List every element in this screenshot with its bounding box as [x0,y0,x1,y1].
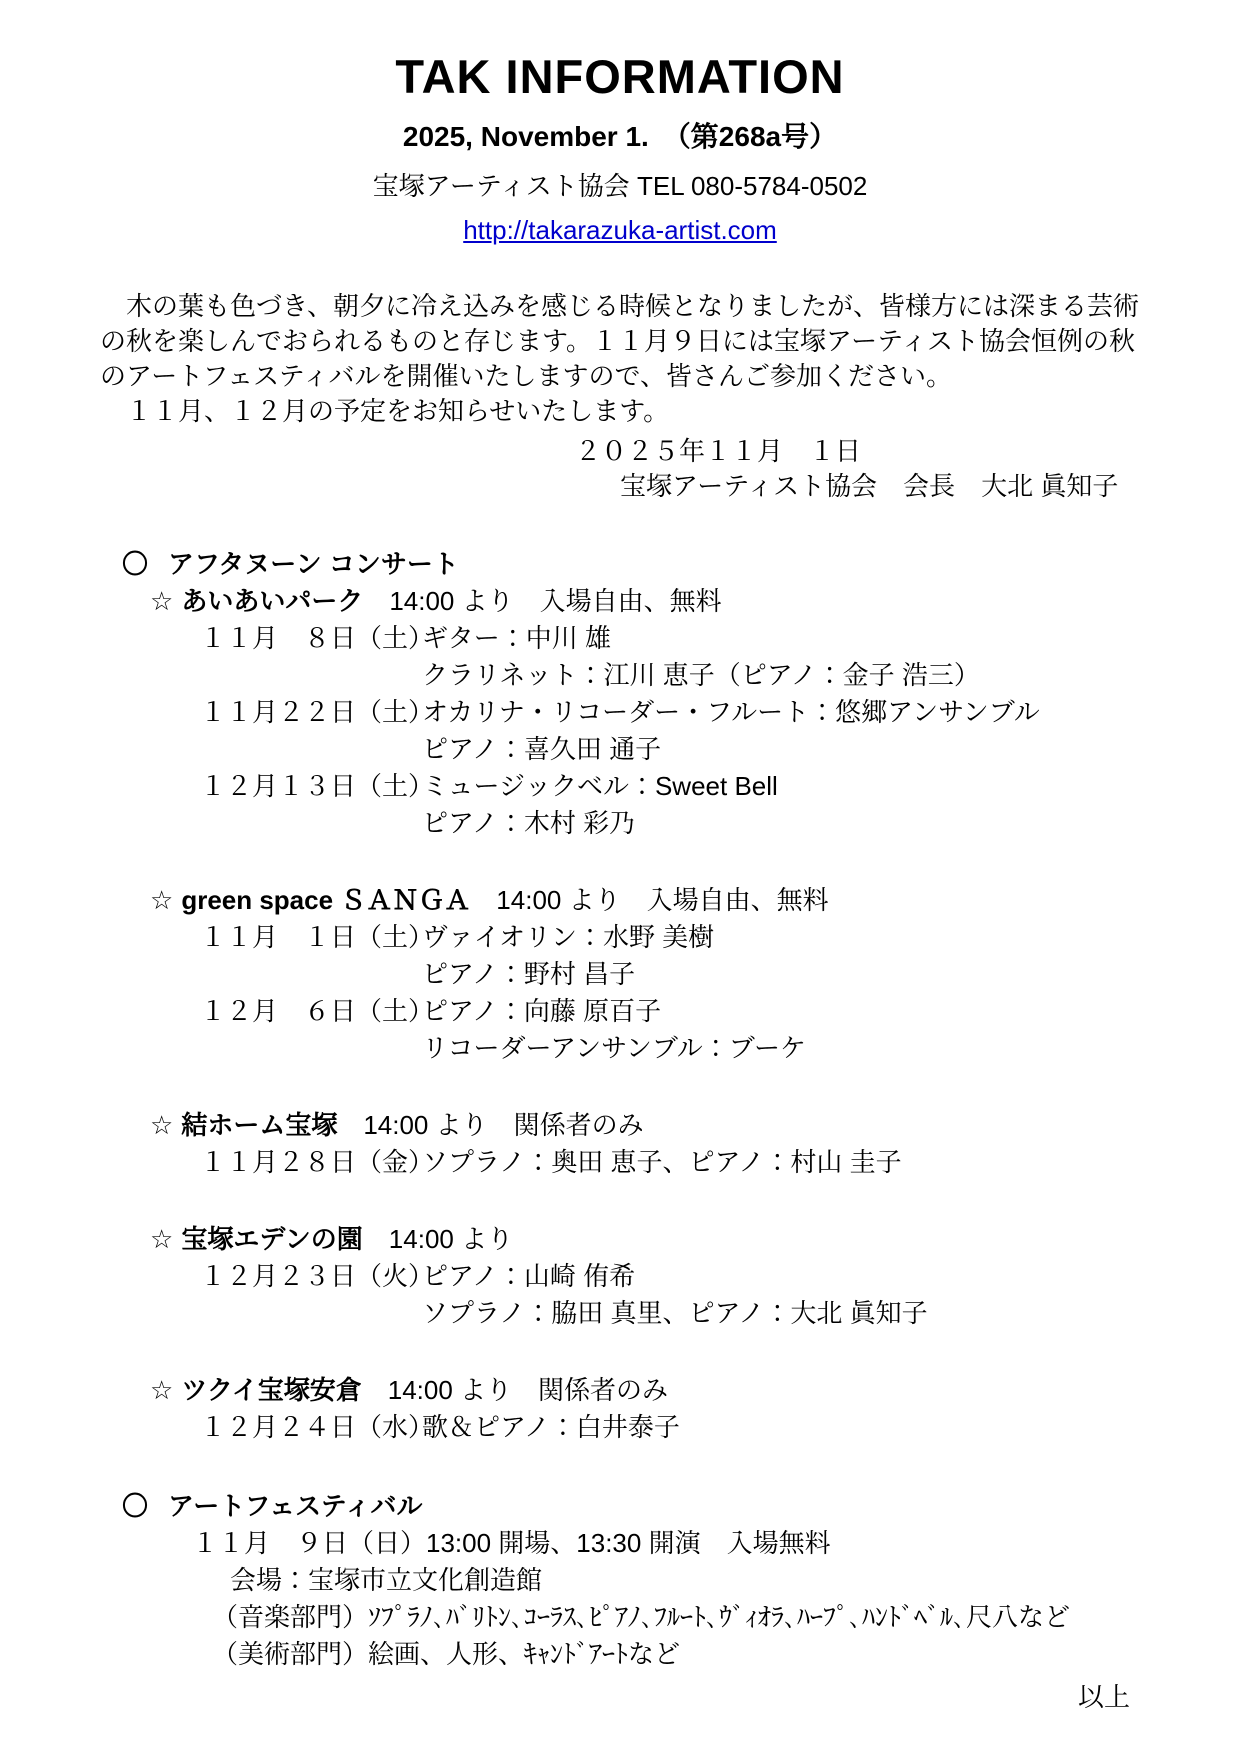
venue-info: 14:00 より 関係者のみ [387,1375,669,1406]
schedule-performers: 歌＆ピアノ：白井泰子 [422,1412,680,1443]
schedule-performers: ヴァイオリン：水野 美樹 [422,922,715,953]
schedule-row [200,1030,1140,1067]
venue-block-aiai-park [100,583,1140,842]
schedule-performers: ミュージックベル：Sweet Bell [422,771,778,802]
website-link[interactable]: http://takarazuka-artist.com [463,215,777,246]
venue-heading [100,1221,1140,1258]
venue-heading [100,1372,1140,1409]
star-icon: ☆ [150,586,174,617]
schedule-row [200,805,1140,842]
festival-venue: 会場：宝塚市立文化創造館 [230,1565,543,1596]
star-icon: ☆ [150,1375,174,1406]
star-icon: ☆ [150,885,174,916]
schedule-row [200,657,1140,694]
circle-marker-icon: 〇 [122,549,149,580]
venue-name: 結ホーム宝塚 [181,1110,338,1141]
schedule-date [200,805,422,842]
section-heading-concerts [100,546,1140,583]
intro-section [100,289,1140,504]
schedule-performers: オカリナ・リコーダー・フルート：悠郷アンサンブル [422,697,1040,728]
venue-name: あいあいパーク [181,586,364,617]
schedule-performers: ピアノ：喜久田 通子 [422,734,662,765]
schedule-performers: ソプラノ：脇田 真里、ピアノ：大北 眞知子 [422,1298,928,1329]
schedule-row [200,956,1140,993]
schedule-row [200,993,1140,1030]
issue-line: 2025, November 1. （第268a号） [402,121,838,153]
schedule-date: １１月２２日（土） [200,697,435,728]
schedule-date: １２月２４日（水） [200,1412,435,1443]
venue-name: 宝塚エデンの園 [181,1224,363,1255]
intro-paragraph: 木の葉も色づき、朝夕に冷え込みを感じる時候となりましたが、皆様方には深まる芸術の秋を楽しんでおられるものと存じます。１１月９日には宝塚アーティスト協会恒例の秋のアートフェスティバルを開催いたしますので、皆さんご参加ください。 [100,291,1139,392]
festival-art-dept: （美術部門）絵画、人形、ｷｬﾝﾄﾞｱｰﾄなど [212,1639,681,1670]
venue-block-green-space-sanga [100,882,1140,1067]
schedule-row [200,1258,1140,1295]
venue-heading [100,882,1140,919]
schedule-performers: ソプラノ：奥田 恵子、ピアノ：村山 圭子 [422,1147,902,1178]
schedule-row [200,919,1140,956]
intro-notice: １１月、１２月の予定をお知らせいたします。 [100,396,670,427]
schedule-date: １１月 ８日（土） [200,623,435,654]
venue-heading [100,583,1140,620]
schedule-performers: ピアノ：野村 昌子 [422,959,636,990]
venue-block-takarazuka-eden [100,1221,1140,1332]
schedule-row [200,1144,1140,1181]
schedule-date [200,1030,422,1067]
section-title: アフタヌーン コンサート [168,549,459,580]
festival-music-dept: （音楽部門）ｿﾌﾟﾗﾉ､ﾊﾞﾘﾄﾝ､ｺｰﾗｽ､ﾋﾟｱﾉ､ﾌﾙｰﾄ､ｳﾞｨｵﾗ､ﾊｰﾌﾟ､ﾊﾝﾄﾞﾍﾞﾙ､尺八など [212,1602,1071,1633]
schedule-row [200,1295,1140,1332]
venue-info: 14:00 より 入場自由、無料 [496,885,829,916]
schedule-date: １１月２８日（金） [200,1147,435,1178]
star-icon: ☆ [150,1110,174,1141]
venue-info: 14:00 より 入場自由、無料 [389,586,722,617]
schedule-performers: リコーダーアンサンブル：ブーケ [422,1033,807,1064]
schedule-date [200,731,422,768]
section-heading-art-festival [100,1488,1140,1525]
festival-details [100,1525,1140,1673]
venue-info: 14:00 より [388,1224,514,1255]
signature-line: 宝塚アーティスト協会 会長 大北 眞知子 [620,471,1119,502]
schedule-row [200,1409,1140,1446]
schedule-row [200,768,1140,805]
venue-name: green space ＳＡＮＧＡ [181,885,471,916]
page-title: TAK INFORMATION [395,50,845,103]
schedule-performers: ピアノ：向藤 原百子 [422,996,662,1027]
schedule-row [200,694,1140,731]
schedule-date: １１月 １日（土） [200,922,435,953]
schedule-date [200,1295,422,1332]
url-line-wrapper [100,212,1140,249]
schedule-performers: ピアノ：木村 彩乃 [422,808,636,839]
venue-block-tsukui-takarazuka-akura [100,1372,1140,1446]
venue-block-yui-home-takarazuka [100,1107,1140,1181]
schedule-date: １２月 ６日（土） [200,996,435,1027]
schedule-date [200,657,422,694]
venue-info: 14:00 より 関係者のみ [363,1110,644,1141]
schedule-date [200,956,422,993]
venue-heading [100,1107,1140,1144]
circle-marker-icon: 〇 [122,1491,149,1522]
schedule-performers: クラリネット：江川 恵子（ピアノ：金子 浩三） [422,660,980,691]
schedule-row [200,620,1140,657]
venue-name: ツクイ宝塚安倉 [181,1375,362,1406]
schedule-performers: ピアノ：山崎 侑希 [422,1261,636,1292]
org-contact-line: 宝塚アーティスト協会 TEL 080-5784-0502 [372,171,868,202]
closing-word: 以上 [1077,1682,1130,1713]
schedule-row [200,731,1140,768]
schedule-date: １２月１３日（土） [200,771,435,802]
section-title: アートフェスティバル [168,1491,423,1522]
star-icon: ☆ [150,1224,174,1255]
issued-date: ２０２５年１１月 １日 [575,436,862,467]
schedule-date: １２月２３日（火） [200,1261,435,1292]
schedule-performers: ギター：中川 雄 [422,623,611,654]
festival-schedule: １１月 ９日（日）13:00 開場、13:30 開演 入場無料 [192,1528,831,1559]
